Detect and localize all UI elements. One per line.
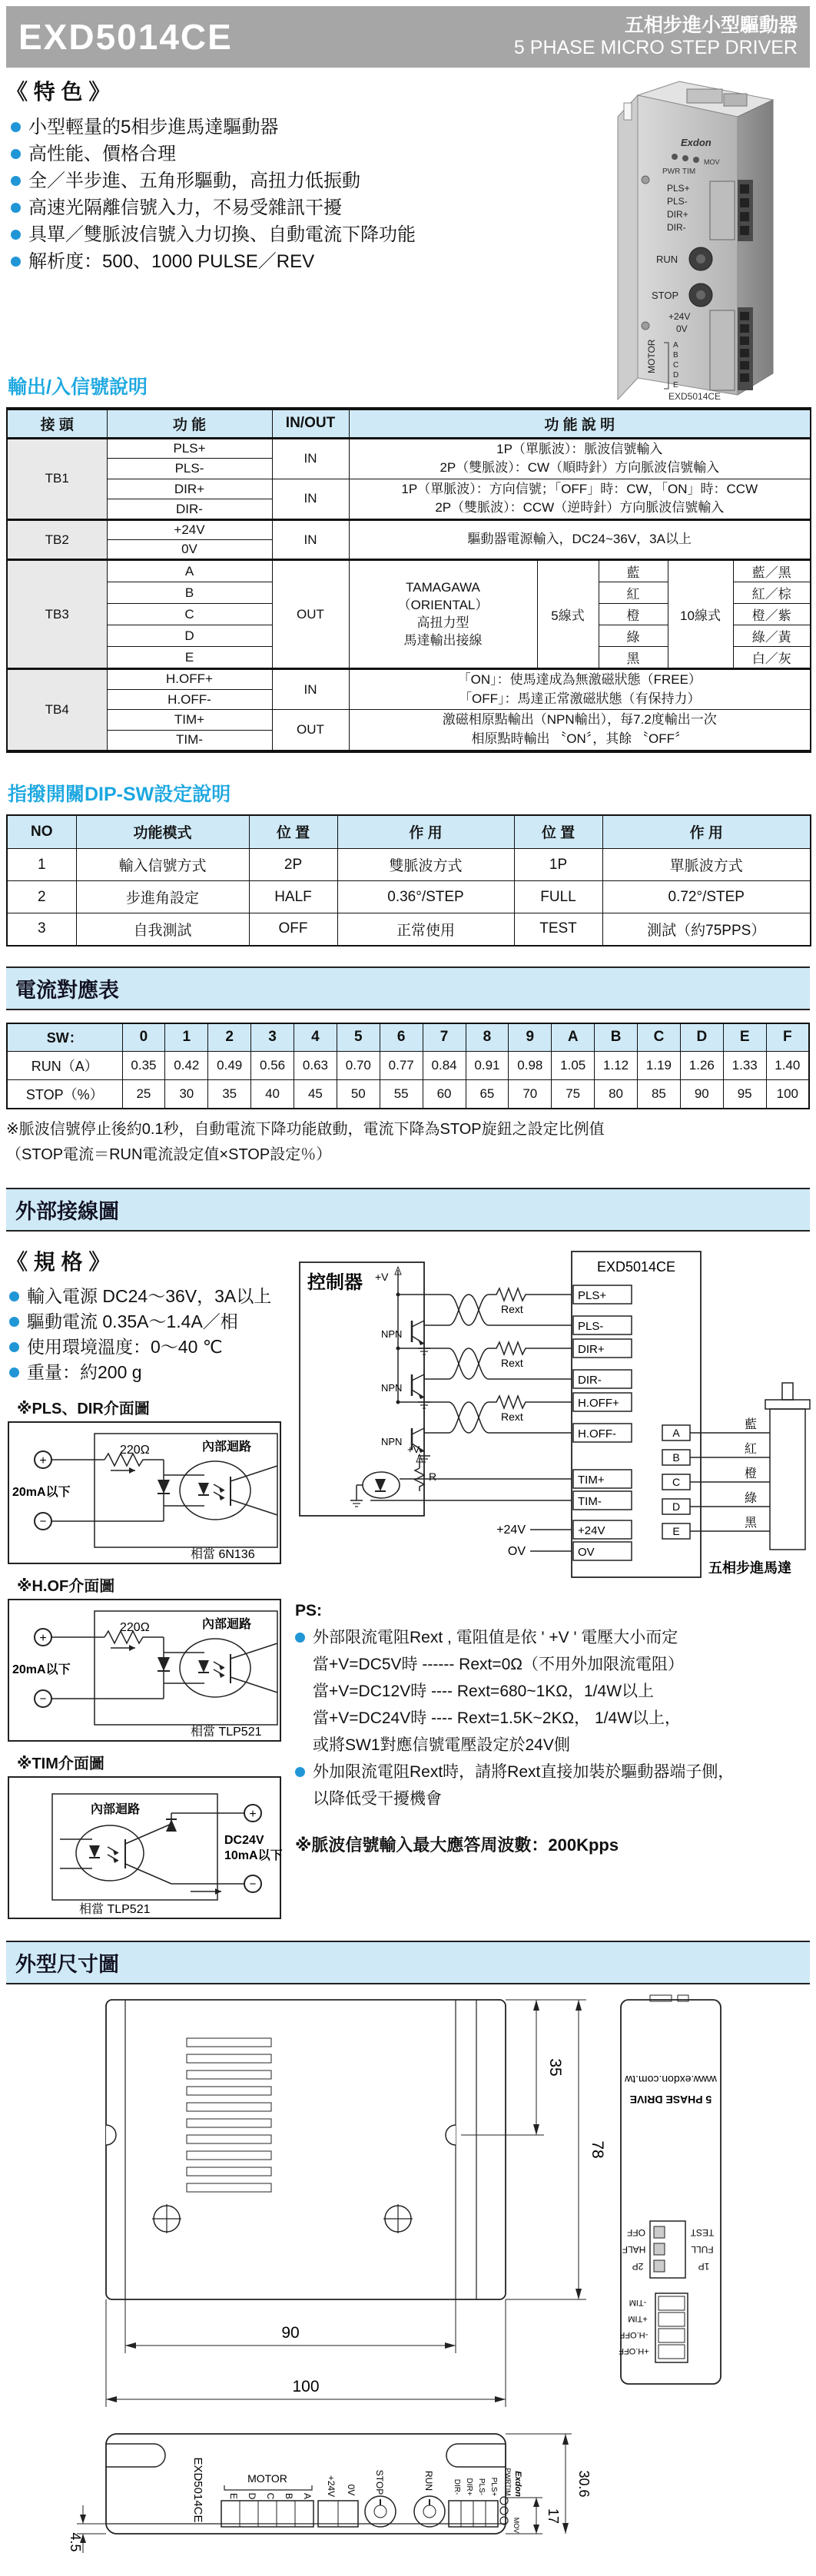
svg-text:+: + bbox=[39, 1454, 47, 1467]
dim-35: 35 bbox=[546, 2057, 564, 2077]
side-dip-switch bbox=[622, 2221, 715, 2278]
pwr-led-label: PWR bbox=[504, 2468, 512, 2485]
run-rotary-switch bbox=[414, 2496, 445, 2527]
svg-text:PLS+: PLS+ bbox=[578, 1288, 607, 1302]
wiring-section bbox=[6, 1241, 810, 1921]
dim-100: 100 bbox=[292, 2377, 320, 2395]
bottom-brand-logo: Exdon bbox=[513, 2470, 522, 2497]
svg-text:+24V: +24V bbox=[578, 1523, 605, 1537]
resistor-value: 220Ω bbox=[120, 1620, 150, 1634]
dim-17: 17 bbox=[546, 2508, 561, 2524]
tim-interface-diagram bbox=[6, 1775, 283, 1921]
driver-model-label: EXD5014CE bbox=[596, 1258, 676, 1275]
dip-switch-table bbox=[6, 814, 811, 947]
table-row: 3 自我測試 OFF 正常使用 TEST 測試（約75PPS） bbox=[7, 913, 811, 946]
bottom-signal-terminal-block bbox=[449, 2501, 498, 2527]
svg-text:E: E bbox=[228, 2492, 239, 2499]
io-section-title: 輸出/入信號說明 bbox=[8, 376, 148, 398]
svg-text:-TIM: -TIM bbox=[629, 2297, 647, 2307]
list-item: 解析度：500、1000 PULSE／REV bbox=[11, 248, 810, 275]
dim-90: 90 bbox=[281, 2323, 300, 2342]
bullet-icon bbox=[11, 149, 21, 159]
current-table bbox=[6, 1023, 810, 1109]
table-row: DIR+ IN 1P（單脈波）：方向信號；「OFF」時：CW，「ON」時：CCW 2P（雙脈波）：CCW（逆時針）方向脈波信號輸入 bbox=[7, 479, 811, 499]
output-voltage-label: DC24V bbox=[224, 1833, 264, 1847]
svg-text:0V: 0V bbox=[346, 2484, 357, 2495]
zerov-label: 0V bbox=[676, 323, 688, 334]
connector-tb3: TB3 bbox=[7, 560, 107, 669]
photo-model-label: EXD5014CE bbox=[668, 391, 721, 402]
svg-text:DIR+: DIR+ bbox=[578, 1342, 605, 1356]
rext-label: Rext bbox=[501, 1302, 523, 1315]
list-item: 高速光隔離信號入力，不易受雜訊干擾 bbox=[11, 194, 810, 221]
motor-name-label: 五相步進馬達 bbox=[708, 1560, 791, 1576]
table-header-row: SW： 0 1 2 3 4 5 6 7 8 9 A B C D E F bbox=[7, 1023, 809, 1052]
list-item: 全／半步進、五角形驅動，高扭力低振動 bbox=[11, 167, 810, 194]
input-current-label: 20mA以下 bbox=[12, 1485, 71, 1499]
bullet-icon bbox=[11, 122, 21, 132]
mov-label: MOV bbox=[704, 158, 720, 166]
vplus-label: +V bbox=[407, 1443, 420, 1455]
run-label: RUN bbox=[656, 254, 678, 265]
table-row: TB1 PLS+ IN 1P（單脈波）：脈波信號輸入 2P（雙脈波）：CW（順時針）方向脈波信號輸入 bbox=[7, 438, 811, 459]
connector-tb2: TB2 bbox=[7, 520, 107, 560]
inner-circuit-label: 內部迴路 bbox=[202, 1440, 252, 1454]
svg-text:D: D bbox=[672, 1500, 681, 1513]
motor-label: MOTOR bbox=[646, 339, 657, 373]
svg-text:TIM+: TIM+ bbox=[578, 1473, 605, 1487]
table-row: H.OFF- bbox=[7, 689, 811, 710]
svg-text:FULL: FULL bbox=[691, 2243, 714, 2255]
stop-knob-label: STOP bbox=[374, 2469, 385, 2495]
wire5-label: 5線式 bbox=[537, 560, 599, 669]
table-row: D 綠 綠／黃 bbox=[7, 625, 811, 647]
equivalent-part-label: 相當 TLP521 bbox=[79, 1902, 151, 1916]
svg-text:D: D bbox=[247, 2492, 257, 2499]
svg-text:−: − bbox=[39, 1692, 47, 1706]
table-row: STOP（%） 25 30 35 40 45 50 55 60 65 70 75 80 85 90 95 100 bbox=[7, 1080, 809, 1109]
list-item: 驅動電流 0.35A～1.4A／相 bbox=[9, 1309, 292, 1334]
connector-tb4: TB4 bbox=[7, 669, 107, 751]
table-row: B 紅 紅／棕 bbox=[7, 582, 811, 604]
bottom-power-terminal-block bbox=[318, 2501, 358, 2527]
iface-hof-title: ※H.OF介面圖 bbox=[17, 1577, 115, 1595]
svg-text:−: − bbox=[39, 1514, 47, 1528]
led-labels: PWR TIM bbox=[662, 167, 696, 176]
specs-title: 《 規 格 》 bbox=[6, 1249, 111, 1274]
wire-color-blue: 藍 bbox=[745, 1417, 758, 1431]
list-item: 重量：約200 g bbox=[9, 1360, 292, 1385]
motor-terminals bbox=[662, 1425, 690, 1539]
bullet-icon bbox=[9, 1317, 19, 1327]
dim-78: 78 bbox=[589, 2140, 606, 2159]
vplus-label: +V bbox=[375, 1270, 389, 1283]
ps-notes: PS: 外部限流電阻Rext , 電阻值是依 ' +V ' 電壓大小而定 當+V=DC5V時 ------ Rext=0Ω（不用外加限流電阻） 當+V=DC12V時 ---- Rext=680~1KΩ，1/4W以上 當+V=DC24V時 ---- Rext=1.5K~2KΩ， 1/4W以上， 或將SW1對應信號電壓設定於24V側 外加限流電阻Rext時，請將Rext直接加裝於驅動器端子側， 以降低受干擾機會 bbox=[295, 1597, 811, 1812]
svg-text:B: B bbox=[672, 1450, 680, 1464]
stop-rotary-switch bbox=[365, 2496, 396, 2527]
svg-text:C: C bbox=[265, 2492, 276, 2499]
col-header-description: 功 能 說 明 bbox=[349, 409, 811, 438]
features-title: 《 特 色 》 bbox=[6, 80, 111, 104]
wire-color-green: 綠 bbox=[745, 1491, 758, 1505]
rext-label: Rext bbox=[501, 1410, 523, 1423]
svg-text:PLS-: PLS- bbox=[578, 1319, 604, 1333]
hoff-interface-diagram bbox=[6, 1597, 283, 1743]
col-header-function: 功 能 bbox=[107, 409, 272, 438]
svg-text:E: E bbox=[672, 1524, 680, 1537]
input-current-label: 20mA以下 bbox=[12, 1663, 71, 1676]
table-header-row bbox=[7, 409, 811, 438]
npn-label: NPN bbox=[381, 1381, 403, 1394]
svg-text:+24V: +24V bbox=[326, 2475, 337, 2497]
ps-title: PS: bbox=[295, 1601, 323, 1620]
bottom-model-label: EXD5014CE bbox=[191, 2457, 204, 2523]
page-title: EXD5014CE bbox=[18, 17, 233, 57]
list-item: 輸入電源 DC24～36V，3A以上 bbox=[9, 1284, 292, 1309]
current-note-2: （STOP電流＝RUN電流設定值×STOP設定％） bbox=[6, 1145, 332, 1163]
svg-text:+TIM: +TIM bbox=[628, 2313, 648, 2323]
svg-text:PLS+: PLS+ bbox=[489, 2477, 498, 2496]
npn-label: NPN bbox=[381, 1328, 403, 1340]
table-row: E 黑 白／灰 bbox=[7, 647, 811, 669]
iface-pls-title: ※PLS、DIR介面圖 bbox=[17, 1400, 150, 1417]
svg-text:+: + bbox=[39, 1631, 47, 1645]
svg-text:H.OFF-: H.OFF- bbox=[578, 1427, 616, 1441]
bullet-icon bbox=[9, 1291, 19, 1301]
table-header-row: NO 功能模式 位 置 作 用 位 置 作 用 bbox=[7, 815, 811, 849]
inner-circuit-label: 內部迴路 bbox=[202, 1617, 252, 1631]
phase-e: E bbox=[673, 381, 678, 390]
svg-text:-H.OFF: -H.OFF bbox=[619, 2329, 648, 2339]
subtitle-en: 5 PHASE MICRO STEP DRIVER bbox=[513, 37, 798, 58]
table-row: RUN（A） 0.35 0.42 0.49 0.56 0.63 0.70 0.77 0.84 0.91 0.98 1.05 1.12 1.19 1.26 1.33 1.40 bbox=[7, 1052, 809, 1080]
col-header-inout: IN/OUT bbox=[272, 409, 349, 438]
screw-marks bbox=[152, 2204, 413, 2233]
stop-label: STOP bbox=[652, 290, 679, 301]
svg-text:OFF: OFF bbox=[627, 2226, 645, 2238]
inner-circuit-label: 內部迴路 bbox=[91, 1802, 141, 1816]
product-photo bbox=[595, 72, 787, 403]
iface-tim-title: ※TIM介面圖 bbox=[17, 1755, 104, 1772]
svg-text:−: − bbox=[249, 1877, 257, 1891]
list-item: 具單／雙脈波信號入力切換、自動電流下降功能 bbox=[11, 221, 810, 248]
table-row: 2 步進角設定 HALF 0.36°/STEP FULL 0.72°/STEP bbox=[7, 881, 811, 913]
output-current-label: 10mA以下 bbox=[224, 1848, 283, 1862]
rext-label: Rext bbox=[501, 1356, 523, 1369]
equivalent-part-label: 相當 TLP521 bbox=[191, 1725, 262, 1739]
bottom-motor-label: MOTOR bbox=[247, 2472, 287, 2485]
wire-color-red: 紅 bbox=[745, 1442, 758, 1456]
svg-text:B: B bbox=[284, 2492, 294, 2499]
bullet-icon bbox=[11, 257, 21, 267]
bullet-icon bbox=[9, 1342, 19, 1352]
table-row: PLS- bbox=[7, 459, 811, 479]
wire-color-orange: 橙 bbox=[745, 1467, 758, 1480]
connector-tb1: TB1 bbox=[7, 438, 107, 520]
bottom-led-indicators bbox=[500, 2497, 508, 2525]
svg-text:HALF: HALF bbox=[622, 2243, 646, 2255]
mov-led-label: MOV bbox=[512, 2517, 520, 2533]
side-product-label: 5 PHASE DRIVE bbox=[629, 2093, 712, 2106]
table-row: TB4 H.OFF+ IN 「ON」：使馬達成為無激磁狀態（FREE） 「OFF」：馬達正常激磁狀態（有保持力） bbox=[7, 669, 811, 690]
list-item: 高性能、價格合理 bbox=[11, 141, 810, 167]
wiring-left-column bbox=[6, 1241, 292, 1921]
phase-a: A bbox=[673, 341, 678, 350]
svg-text:OV: OV bbox=[578, 1545, 595, 1559]
max-frequency-note: ※脈波信號輸入最大應答周波數：200Kpps bbox=[295, 1835, 619, 1855]
svg-text:+H.OFF: +H.OFF bbox=[619, 2346, 649, 2356]
bullet-icon bbox=[11, 230, 21, 240]
list-item: 使用環境溫度：0～40 ℃ bbox=[9, 1334, 292, 1360]
wiring-section-bar: 外部接線圖 bbox=[6, 1188, 810, 1232]
svg-text:1P: 1P bbox=[698, 2260, 710, 2272]
wire-color-black: 黑 bbox=[745, 1516, 758, 1530]
svg-text:DIR-: DIR- bbox=[578, 1373, 602, 1387]
pls-minus-label: PLS- bbox=[667, 196, 688, 207]
p24v-label: +24V bbox=[668, 311, 691, 322]
header-bar bbox=[6, 6, 810, 68]
table-row: TIM+ OUT 激磁相原點輸出（NPN輸出），每7.2度輸出一次 相原點時輸出 〝ON〞，其餘 〝OFF〞 bbox=[7, 710, 811, 731]
list-item: 小型輕量的5相步進馬達驅動器 bbox=[11, 114, 810, 141]
brand-logo: Exdon bbox=[681, 137, 712, 148]
side-website-label: www.exdon.com.tw bbox=[625, 2073, 717, 2086]
phase-b: B bbox=[673, 351, 678, 360]
specs-list bbox=[9, 1284, 292, 1385]
npn-label: NPN bbox=[381, 1435, 403, 1447]
pls-plus-label: PLS+ bbox=[667, 183, 690, 194]
phase-d: D bbox=[673, 371, 679, 380]
r-label: R bbox=[429, 1470, 437, 1483]
external-wiring-diagram bbox=[295, 1241, 811, 1588]
header-subtitles bbox=[514, 15, 798, 59]
bottom-motor-terminal-block bbox=[221, 2501, 313, 2527]
resistor-value: 220Ω bbox=[120, 1443, 150, 1457]
table-row: TIM- bbox=[7, 731, 811, 751]
wire10-label: 10線式 bbox=[668, 560, 733, 669]
phase-c: C bbox=[673, 361, 679, 370]
table-row: TB2 +24V IN 驅動器電源輸入，DC24~36V，3A以上 bbox=[7, 520, 811, 540]
current-section-bar: 電流對應表 bbox=[6, 966, 810, 1010]
run-knob-label: RUN bbox=[423, 2470, 434, 2491]
dir-minus-label: DIR- bbox=[667, 222, 686, 233]
dip-section-title: 指撥開關DIP-SW設定說明 bbox=[8, 783, 231, 805]
dim-30-6: 30.6 bbox=[576, 2470, 592, 2498]
current-note-1: ※脈波信號停止後約0.1秒，自動電流下降功能啟動，電流下降為STOP旋鈕之設定比例值 bbox=[6, 1120, 605, 1138]
svg-text:DIR+: DIR+ bbox=[465, 2478, 473, 2496]
ext-0v-label: OV bbox=[507, 1544, 526, 1558]
svg-text:2P: 2P bbox=[632, 2260, 644, 2272]
table-row: 0V bbox=[7, 540, 811, 560]
outline-section-bar: 外型尺寸圖 bbox=[6, 1941, 810, 1984]
outline-dimension-drawing bbox=[6, 1992, 805, 2576]
tim-led-label: TIM bbox=[504, 2483, 512, 2496]
ext-24v-label: +24V bbox=[496, 1523, 526, 1537]
vent-slots bbox=[187, 2038, 271, 2192]
svg-text:DIR-: DIR- bbox=[453, 2478, 461, 2495]
wiring-right-column bbox=[292, 1241, 811, 1921]
driver-photo-illustration bbox=[595, 72, 787, 403]
table-row: 1 輸入信號方式 2P 雙脈波方式 1P 單脈波方式 bbox=[7, 849, 811, 881]
svg-text:PLS-: PLS- bbox=[477, 2478, 486, 2495]
table-row: DIR- bbox=[7, 499, 811, 520]
dim-4-5: 4.5 bbox=[68, 2532, 83, 2552]
pls-dir-interface-diagram bbox=[6, 1420, 283, 1566]
svg-text:C: C bbox=[672, 1475, 681, 1488]
table-row: TB3 A OUT TAMAGAWA （ORIENTAL） 高扭力型 馬達輸出接線 5線式 藍 10線式 藍／黑 bbox=[7, 560, 811, 582]
svg-text:H.OFF+: H.OFF+ bbox=[578, 1396, 619, 1410]
col-header-connector: 接 頭 bbox=[7, 409, 107, 438]
svg-text:A: A bbox=[302, 2492, 313, 2499]
svg-text:A: A bbox=[672, 1426, 680, 1439]
svg-text:+: + bbox=[249, 1807, 257, 1821]
datasheet-page bbox=[6, 0, 810, 2576]
svg-text:TIM-: TIM- bbox=[578, 1494, 602, 1508]
side-terminal-block bbox=[619, 2293, 688, 2362]
bullet-icon bbox=[11, 203, 21, 213]
motor-wiring-desc: TAMAGAWA （ORIENTAL） 高扭力型 馬達輸出接線 bbox=[349, 560, 537, 669]
bullet-icon bbox=[295, 1767, 305, 1777]
svg-text:TEST: TEST bbox=[690, 2226, 715, 2238]
driver-terminals bbox=[573, 1285, 632, 1560]
bullet-icon bbox=[295, 1633, 305, 1643]
equivalent-part-label: 相當 6N136 bbox=[191, 1547, 255, 1561]
table-row: C 橙 橙／紫 bbox=[7, 604, 811, 625]
subtitle-zh: 五相步進小型驅動器 bbox=[624, 15, 798, 37]
io-signal-table bbox=[6, 407, 811, 753]
bullet-icon bbox=[9, 1368, 19, 1378]
dir-plus-label: DIR+ bbox=[667, 209, 688, 220]
controller-label: 控制器 bbox=[307, 1271, 363, 1293]
bullet-icon bbox=[11, 176, 21, 186]
